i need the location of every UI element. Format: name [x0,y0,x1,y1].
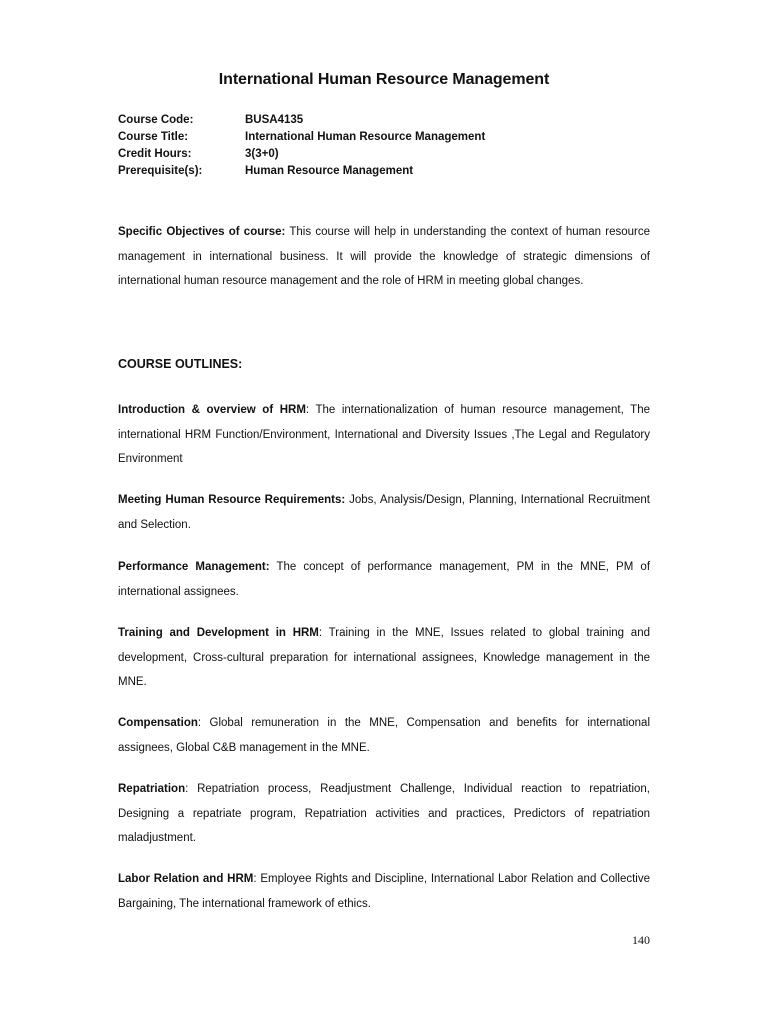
course-outlines-heading: COURSE OUTLINES: [118,357,243,371]
course-info-table [118,112,658,180]
outline-label: Compensation [118,717,198,729]
outline-text: Jobs, Analysis/Design, Planning, International Recruitment and Selection. [118,494,651,531]
outline-text: : The internationalization of human resource management, The international HRM Function/Environment, International and Diversity Issues ,The Legal and Regulatory Environment [118,404,650,465]
outline-label: Repatriation [118,783,186,795]
outline-label: Introduction & overview of HRM [118,404,306,416]
outline-text: : Repatriation process, Readjustment Challenge, Individual reaction to repatriation, Designing a repatriate program, Repatriation activities and practices, Predictors of repatriation maladjustment. [118,783,650,844]
outline-text: The concept of performance management, PM in the MNE, PM of international assignees. [118,561,651,598]
prerequisites-row [118,163,658,180]
page-number: 140 [632,933,650,947]
outline-text: : Employee Rights and Discipline, International Labor Relation and Collective Bargaining, The international framework of ethics. [118,873,650,910]
outline-label: Labor Relation and HRM [118,873,254,885]
outline-performance-management [118,555,650,604]
course-code-label: Course Code: [118,114,194,126]
credit-hours-value: 3(3+0) [245,148,279,160]
outline-training-development [118,621,650,695]
outline-hr-requirements [118,488,650,537]
prerequisites-value: Human Resource Management [245,165,414,177]
course-title-row [118,129,658,146]
course-code-value: BUSA4135 [245,114,304,126]
outline-introduction [118,398,650,472]
credit-hours-label: Credit Hours: [118,148,192,160]
outline-text: : Global remuneration in the MNE, Compensation and benefits for international assignees, Global C&B management in the MNE. [118,717,650,754]
objectives-text: This course will help in understanding the context of human resource management in international business. It will provide the knowledge of strategic dimensions of international human resource management and the role of HRM in meeting global changes. [118,226,650,287]
course-code-row [118,112,658,129]
outline-repatriation [118,777,650,851]
document-title: International Human Resource Management [218,71,550,88]
prerequisites-label: Prerequisite(s): [118,165,203,177]
credit-hours-row [118,146,658,163]
course-title-value: International Human Resource Management [245,131,486,143]
outline-label: Training and Development in HRM [118,627,319,639]
outline-text: : Training in the MNE, Issues related to global training and development, Cross-cultural preparation for international assignees, Knowledge management in the MNE. [118,627,650,688]
outline-label: Meeting Human Resource Requirements: [118,494,346,506]
outline-compensation [118,711,650,760]
course-title-label: Course Title: [118,131,189,143]
objectives-label: Specific Objectives of course: [118,226,286,238]
outline-labor-relation [118,867,650,916]
objectives-paragraph [118,220,650,294]
outline-label: Performance Management: [118,561,270,573]
